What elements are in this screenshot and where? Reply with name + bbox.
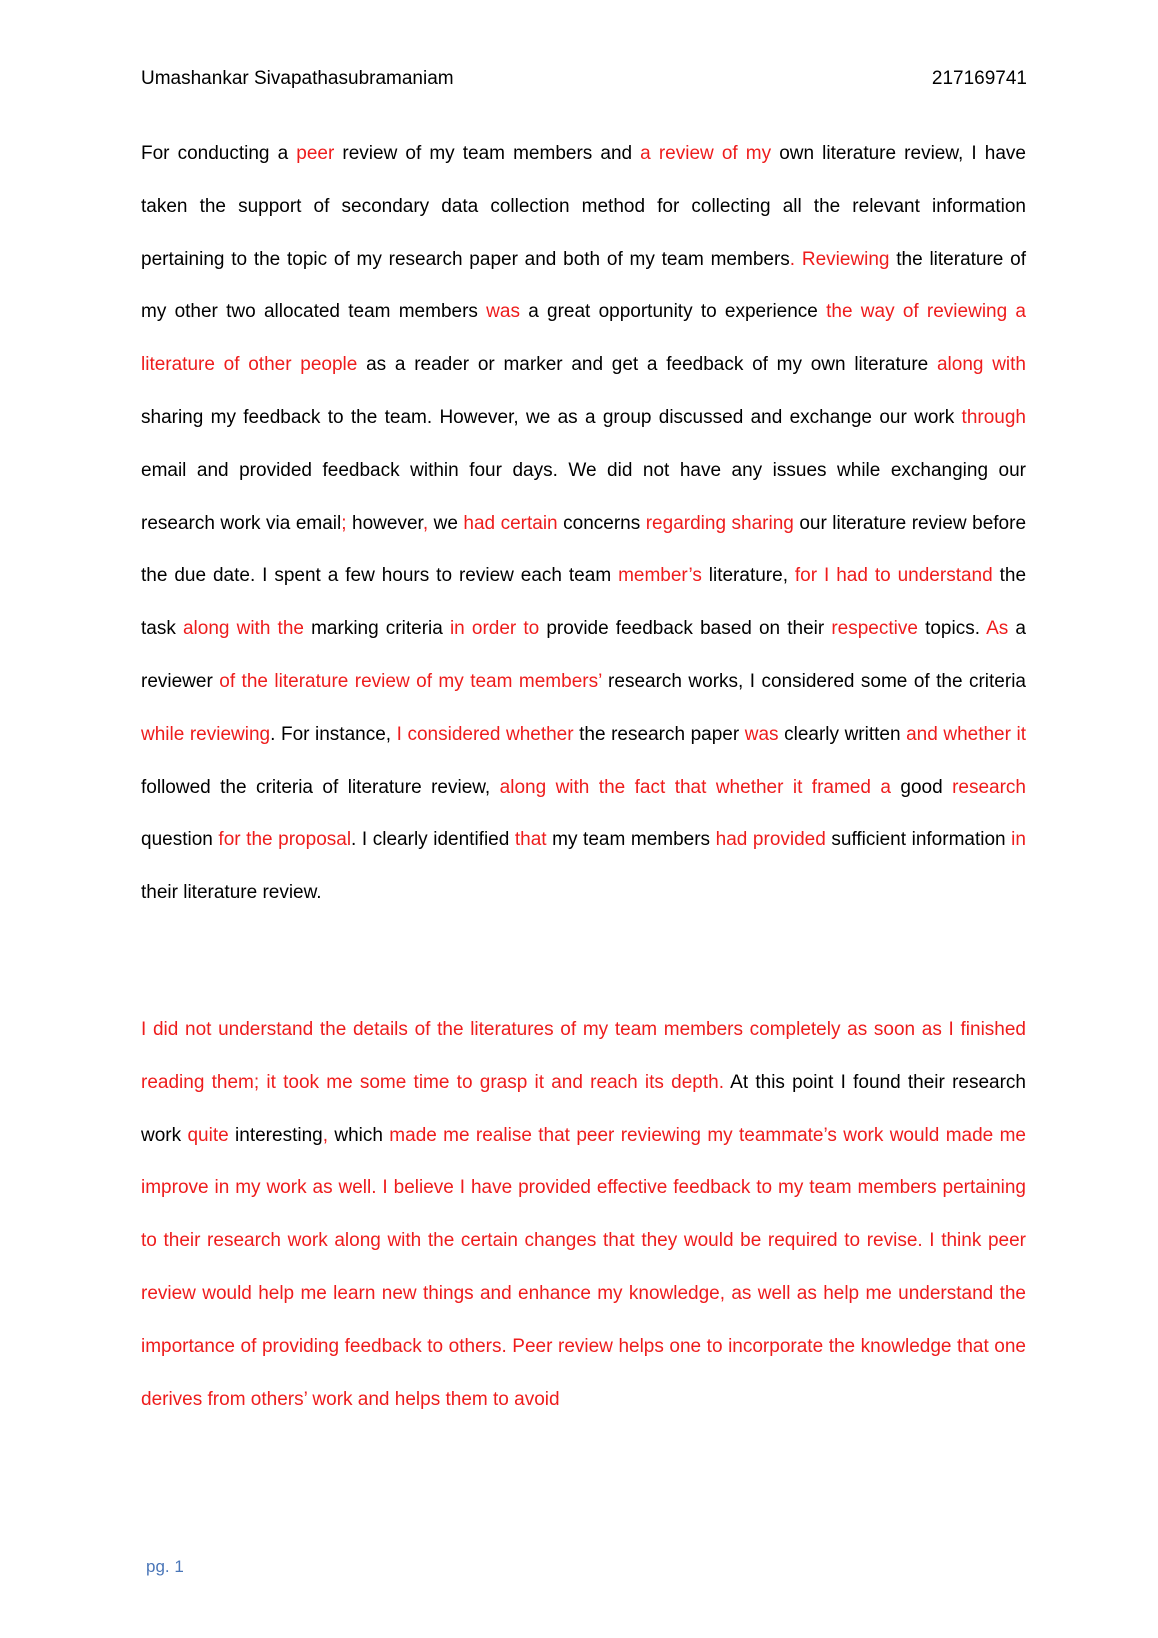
text-run: the literature of my other two allocated team members: [141, 248, 1026, 323]
highlighted-text-run: for I had to understand: [794, 565, 993, 587]
highlighted-text-run: . Reviewing: [789, 248, 890, 270]
highlighted-text-run: ,: [322, 1124, 328, 1146]
text-run: sufficient information: [825, 829, 1012, 851]
page-number: pg. 1: [146, 1557, 184, 1576]
text-run: my team members: [546, 829, 716, 851]
highlighted-text-run: along with the: [182, 618, 304, 640]
highlighted-text-run: As: [986, 618, 1009, 640]
author-name: Umashankar Sivapathasubramaniam: [141, 68, 454, 89]
text-run: a great opportunity to experience: [519, 301, 827, 323]
highlighted-text-run: research: [952, 776, 1026, 798]
highlighted-text-run: of the literature review of my team members’: [219, 670, 602, 692]
highlighted-text-run: regarding sharing: [645, 512, 794, 534]
text-run: topics.: [917, 618, 987, 640]
text-run: provide feedback based on their: [539, 618, 832, 640]
text-run: as a reader or marker and get a feedback of my own literature: [357, 354, 937, 376]
text-run: which: [328, 1124, 390, 1146]
text-run: concerns: [557, 512, 646, 534]
text-run: clearly written: [778, 723, 907, 745]
highlighted-text-run: made me realise that peer reviewing my teammate’s work would made me improve in my work as well. I believe I have provided effective feedback to my team members pertaining to their research work along with the certain changes that they would be required to revise. I think peer review would help me learn new things and enhance my knowledge, as well as help me understand the importance of providing feedback to others. Peer review helps one to incorporate the knowledge that one derives from others’ work and helps them to avoid: [141, 1124, 1026, 1410]
highlighted-text-run: and whether it: [906, 723, 1027, 745]
text-run: their literature review.: [141, 882, 322, 904]
highlighted-text-run: ;: [341, 512, 347, 534]
highlighted-text-run: had certain: [463, 512, 558, 534]
text-run: followed the criteria of literature review,: [141, 776, 500, 798]
highlighted-text-run: that: [514, 829, 547, 851]
highlighted-text-run: was: [486, 301, 520, 323]
text-run: good: [890, 776, 953, 798]
document-body: [141, 128, 1026, 1426]
highlighted-text-run: I did not understand the details of the literatures of my team members completely as soon as I finished reading them; it took me some time to grasp it and reach its depth.: [141, 1018, 1026, 1093]
text-run: however: [346, 512, 423, 534]
highlighted-text-run: while reviewing: [141, 723, 271, 745]
highlighted-text-run: peer: [296, 143, 335, 164]
highlighted-text-run: in: [1011, 829, 1026, 851]
text-run: At this point I found their research work: [141, 1071, 1026, 1146]
text-run: sharing my feedback to the team. However, we as a group discussed and exchange our work: [141, 406, 962, 428]
text-run: question: [141, 829, 219, 851]
highlighted-text-run: had provided: [715, 829, 826, 851]
highlighted-text-run: the way of reviewing a literature of other people: [141, 301, 1026, 376]
text-run: marking criteria: [303, 618, 450, 640]
highlighted-text-run: in order to: [449, 618, 540, 640]
highlighted-text-run: along with: [936, 354, 1026, 376]
text-run: review of my team members and: [334, 143, 641, 164]
paragraph-1: [141, 128, 1026, 920]
highlighted-text-run: was: [744, 723, 779, 745]
text-run: email and provided feedback within four days. We did not have any issues while exchanging our research work via email: [141, 459, 1026, 534]
text-run: . For instance,: [270, 723, 397, 745]
text-run: the task: [141, 565, 1027, 640]
text-run: we: [428, 512, 464, 534]
highlighted-text-run: through: [961, 406, 1026, 428]
highlighted-text-run: quite: [187, 1124, 229, 1146]
paragraph-2: [141, 1004, 1026, 1426]
text-run: literature,: [701, 565, 795, 587]
highlighted-text-run: respective: [831, 618, 918, 640]
text-run: interesting: [228, 1124, 323, 1146]
highlighted-text-run: along with the fact that whether it framed a: [499, 776, 891, 798]
highlighted-text-run: member’s: [618, 565, 702, 587]
text-run: . I clearly identified: [351, 829, 515, 851]
highlighted-text-run: I considered whether: [396, 723, 574, 745]
highlighted-text-run: for the proposal: [218, 829, 352, 851]
student-id: 217169741: [931, 68, 1027, 89]
highlighted-text-run: ,: [422, 512, 429, 534]
text-run: a reviewer: [141, 618, 1026, 692]
highlighted-text-run: a review of my: [640, 143, 772, 164]
text-run: For conducting a: [141, 143, 297, 164]
text-run: research works, I considered some of the criteria: [601, 670, 1026, 692]
text-run: our literature review before the due date. I spent a few hours to review each team: [141, 512, 1027, 587]
page-header: [141, 68, 1027, 90]
text-run: own literature review, I have taken the support of secondary data collection method for collecting all the relevant information pertaining to the topic of my research paper and both of my team members: [141, 143, 1026, 270]
text-run: the research paper: [573, 723, 745, 745]
